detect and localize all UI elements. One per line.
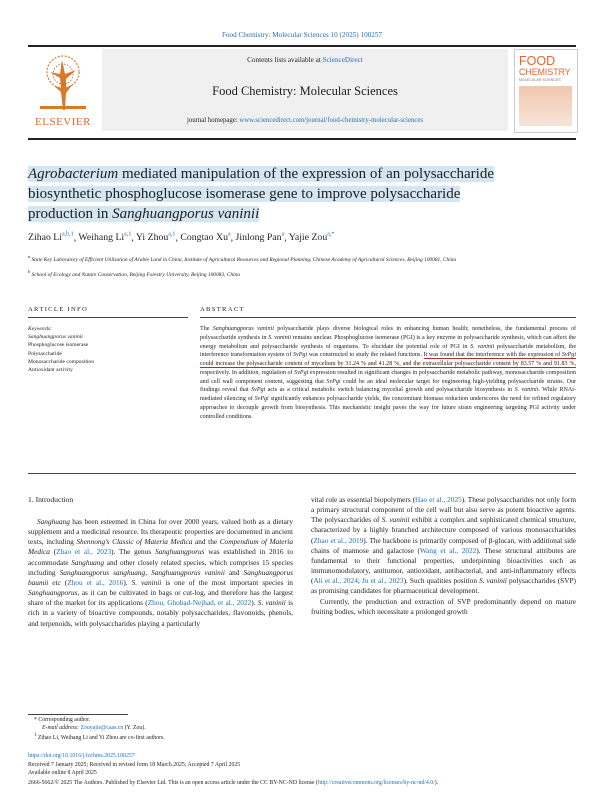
author-name[interactable]: Jinlong Pan$^a$ [235,232,285,244]
elsevier-tree-icon [32,52,94,114]
cover-word-chemistry: CHEMISTRY [519,67,571,77]
keyword-item: Antioxidant activity [28,367,73,374]
author-name[interactable]: Congtao Xu$^a$ [180,232,231,244]
author-affiliation-sup: a,* [327,232,335,238]
citation-link[interactable]: Ali et al., 2024 [313,576,358,586]
citation-link[interactable]: Zhou et al., 2016 [67,577,124,587]
doi-link[interactable]: https://doi.org/10.1016/j.fochms.2025.100257 [28,753,135,759]
author-name[interactable]: Weihang Li$^{a,1}$ [78,232,132,244]
keyword-item: Monosaccharide composition [28,358,95,365]
journal-homepage-link[interactable]: www.sciencedirect.com/journal/food-chemistry-molecular-sciences [239,117,424,124]
journal-cover[interactable] [514,49,578,133]
cover-word-food: FOOD [519,54,556,68]
keyword-item: Sanghuangporus vaninii [28,334,83,341]
author-affiliation-sup: a [227,232,231,238]
sciencedirect-link[interactable]: ScienceDirect [322,56,363,64]
keywords-block [28,325,178,374]
license-note: 2666-5662/© 2025 The Authors. Published by Elsevier Ltd. This is an open access article under the CC BY-NC-ND license (http://creativecommons.org/licenses/by-nc-nd/4.0/). [28,780,439,786]
article-title: Agrobacterium mediated manipulation of the expression of an polysaccharide biosynthetic phosphoglucose isomerase gene to improve polysaccharide production in Sanghuangporus vaninii [28,166,494,222]
contents-line: Contents lists available at ScienceDirect [247,56,363,64]
article-info-heading: ARTICLE INFO [28,306,89,313]
cofirst-note: $^1$ Zihao Li, Weihang Li and Yi Zhou are co-first authors. [34,733,165,741]
highlighted-finding: It was found that the interference with the expression of SvPgi could increase the polysaccharide content of mycelium by 31.24 % and 41.28 %, and the extracellular polysaccharide content by 83.57 % and 91.83 %, [200,352,577,367]
citation-link[interactable]: Ju et al., 2023 [362,576,404,586]
intro-left-column: Sanghuang has been esteemed in China for over 2000 years, valued both as a dietary supplement and a medicinal resource. Its therapeutic properties are documented in ancient texts, including Shennong’s Classic of Materia Medica and the Compendium of Materia Medica (Zhao et al., 2023). The genus Sanghuangporus was established in 2016 to accommodate Sanghuang and other closely related species, which comprises 15 species including Sanghuangporus sanghuang, Sanghuangporus vaninii and Sanghuangporus baumii etc (Zhou et al., 2016). S. vaninii is one of the most important species in Sanghuangporus, as it can be cultivated in bags or cut-log, and therefore has the largest share of the market for its applications (Zhou, Ghobad-Nejhad, et al., 2022). S. vaninii is rich in a variety of bioactive compounds, notably polysaccharides, flavonoids, phenols, and terpenoids, with polysaccharides playing a particularly [28,517,294,628]
author-list: Zihao Li$^{a,b,1}$, Weihang Li$^{a,1}$, Yi Zhou$^{a,1}$, Congtao Xu$^a$, Jinlong Pan$^a$, Yajie Zou$^{a,*}$ [28,232,335,244]
article-info-rule [28,317,188,318]
abstract-rule [200,317,576,318]
citation-link[interactable]: Zhao et al., 2019 [313,535,364,545]
author-affiliation-sup: a,1 [168,232,176,238]
license-link[interactable]: http://creativecommons.org/licenses/by-nc-nd/4.0/ [317,780,435,786]
journal-homepage: journal homepage: www.sciencedirect.com/journal/food-chemistry-molecular-sciences [186,117,424,124]
author-affiliation-sup: a [281,232,285,238]
email-link[interactable]: Zouyajie@caas.cn [80,725,124,731]
footnote-rule [28,714,128,715]
author-affiliation-sup: a,b,1 [62,232,74,238]
corresponding-author-note: * Corresponding author. [34,717,91,723]
journal-title: Food Chemistry: Molecular Sciences [212,84,398,98]
publisher-name: ELSEVIER [35,116,91,128]
citation-link[interactable]: Hao et al., 2025 [415,495,462,504]
masthead-bottom-rule [28,138,576,140]
email-note: E-mail address: Zouyajie@caas.cn (Y. Zou). [42,725,146,731]
affiliation-a: $^a$ State Key Laboratory of Efficient Utilization of Arable Land in China, Institute of Agricultural Resources and Regional Planning, Chinese Academy of Agricultural Sciences, Beijing 100081, China [28,254,457,263]
citation-link[interactable]: Zhou, Ghobad-Nejhad, et al., 2022 [147,598,252,608]
author-affiliation-sup: a,1 [124,232,132,238]
intro-right-column: vital role as essential biopolymers (Hao et al., 2025). These polysaccharides not only form a primary structural component of the cell wall but also serve as potent bioactive agents. The polysaccharides of S. vaninii exhibit a complex and sophisticated chemical structure, characterized by a highly branched architecture composed of various monosaccharides (Zhao et al., 2019). The backbone is primarily composed of β-glucan, with additional side chains of mannose and galactose (Wang et al., 2022). These structural attributes are fundamental to their functional properties, underpinning bioactivities such as immunomodulatory, antitumor, antioxidant, antibacterial, and anti-inflammatory effects (Ali et al., 2024; Ju et al., 2023). Such qualities position S. vaninii polysaccharides (SVP) as promising candidates for pharmaceutical development. Currently, the production and extraction of SVP predominantly depend on mature fruiting bodies, which necessitate a prolonged growth [311,495,576,616]
available-online: Available online 8 April 2025 [28,770,97,776]
abstract-heading: ABSTRACT [200,306,245,313]
abstract-bottom-rule [28,473,576,474]
masthead-top-rule [28,45,576,47]
citation-link[interactable]: Wang et al., 2022 [419,545,477,555]
author-name[interactable]: Yajie Zou$^{a,*}$ [288,232,335,244]
introduction-heading: 1. Introduction [28,495,74,504]
keyword-item: Phosphoglucose isomerase [28,342,89,349]
author-name[interactable]: Yi Zhou$^{a,1}$ [135,232,176,244]
cover-image [519,86,572,126]
citation-link[interactable]: Zhao et al., 2023 [56,547,112,557]
author-name[interactable]: Zihao Li$^{a,b,1}$ [28,232,74,244]
keyword-item: Polysaccharide [28,350,62,357]
abstract-body: The Sanghuangporus vaninii polysaccharide plays diverse biological roles in enhancing human health; nonetheless, the fundamental process of polysaccharide synthesis in S. vaninii remains unclear. Phosphoglucose isomerase (PGI) is a key enzyme in polysaccharide synthesis, which can affect the energy metabolism and polysaccharide synthesis of organisms. To elucidate the potential role of PGI in S. vaninii polysaccharide metabolism, the interference transformation system of SvPgi was constructed to study the related functions. It was found that the interference with the expression of SvPgi could increase the polysaccharide content of mycelium by 31.24 % and 41.28 %, and the extracellular polysaccharide content by 83.57 % and 91.83 %, respectively. In addition, regulation of SvPgi expression resulted in significant changes in polysaccharide metabolic pathway, monosaccharide composition and cell wall component content, suggesting that SvPgi could be an ideal molecular target for engineering high-yielding polysaccharide strains. Our findings reveal that SvPgi acts as a critical metabolic switch balancing mycelial growth and polysaccharide biosynthesis in S. vaninii. While RNAi-mediated silencing of SvPgi significantly enhances polysaccharide yields, the concomitant biomass reduction underscores the need for refined regulatory approaches to decouple growth from biosynthesis. This mechanistic insight paves the way for future strain engineering targeting PGI activity under controlled conditions. [200,326,577,420]
running-head[interactable]: Food Chemistry: Molecular Sciences 10 (2025) 100257 [221,31,383,39]
keywords-label: Keywords: [28,326,53,332]
cover-subtitle: MOLECULAR SCIENCES [519,78,561,82]
article-history: Received 7 January 2025; Received in revised form 18 March 2025; Accepted 7 April 2025 [28,762,241,768]
elsevier-logo[interactable] [28,50,98,130]
affiliation-b: $^b$ School of Ecology and Nature Conservation, Beijing Forestry University, Beijing 100083, China [28,269,240,278]
